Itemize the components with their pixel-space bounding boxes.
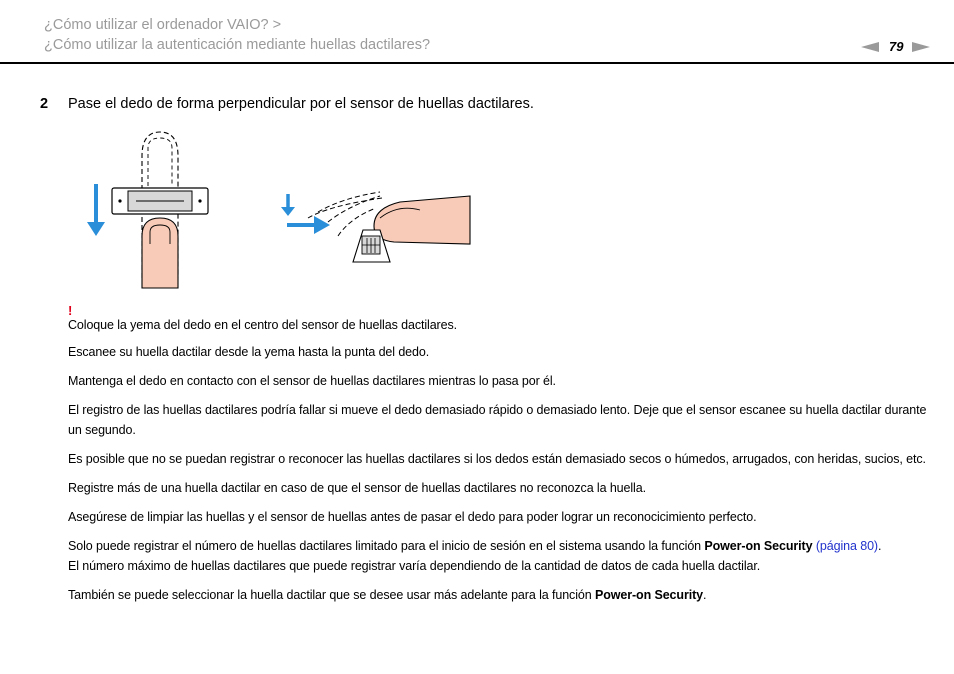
note-item: Coloque la yema del dedo en el centro del sensor de huellas dactilares. [68, 318, 457, 332]
note-text: . [703, 588, 707, 602]
note-item: Registre más de una huella dactilar en caso de que el sensor de huellas dactilares no reconozca la huella. [68, 481, 646, 495]
note-item: Mantenga el dedo en contacto con el sensor de huellas dactilares mientras lo pasa por él. [68, 374, 556, 388]
note-item: Asegúrese de limpiar las huellas y el sensor de huellas antes de pasar el dedo para poder lograr un reconocicimiento perfecto. [68, 510, 757, 524]
previous-page-arrow-icon[interactable] [861, 42, 879, 52]
right-arrow-icon [287, 216, 330, 234]
power-on-security-term: Power-on Security [594, 588, 704, 602]
page-navigation [861, 39, 930, 54]
note-item [68, 536, 928, 576]
header-divider [0, 62, 954, 64]
note-text: El número máximo de huellas dactilares que puede registrar varía dependiendo de la cantidad de datos de cada huella dactilar. [68, 559, 761, 573]
note-text: Solo puede registrar el número de huellas dactilares limitado para el inicio de sesión en el sistema usando la función [68, 539, 705, 553]
page-title: ¿Cómo utilizar la autenticación mediante huellas dactilares? [44, 37, 431, 53]
page-80-link[interactable]: (página 80) [815, 539, 878, 553]
power-on-security-term: Power-on Security [704, 539, 813, 553]
note-item: Escanee su huella dactilar desde la yema hasta la punta del dedo. [68, 345, 430, 359]
note-item [68, 585, 928, 605]
breadcrumb-parent[interactable]: ¿Cómo utilizar el ordenador VAIO? > [44, 17, 282, 33]
side-view-illustration [281, 192, 470, 262]
warning-icon: ! [68, 303, 73, 318]
page-number: 79 [889, 39, 904, 54]
down-arrow-icon [87, 184, 105, 236]
note-text: También se puede seleccionar la huella dactilar que se desee usar más adelante para la función [68, 588, 595, 602]
step-number: 2 [40, 96, 49, 112]
small-down-arrow-icon [281, 194, 295, 216]
finger-shape [142, 218, 178, 288]
side-finger-shape [374, 196, 470, 244]
note-text: . [877, 539, 882, 553]
next-page-arrow-icon[interactable] [912, 42, 930, 52]
step-instruction: Pase el dedo de forma perpendicular por el sensor de huellas dactilares. [68, 96, 534, 112]
front-view-illustration [87, 132, 208, 288]
notes-section [68, 315, 928, 614]
note-item: Es posible que no se puedan registrar o reconocer las huellas dactilares si los dedos están demasiado secos o húmedos, arrugados, con heridas, sucios, etc. [68, 452, 926, 466]
fingerprint-swipe-illustration [80, 126, 480, 292]
note-item: El registro de las huellas dactilares podría fallar si mueve el dedo demasiado rápido o demasiado lento. Deje que el sensor escanee su huella dactilar durante un segundo. [68, 403, 927, 437]
